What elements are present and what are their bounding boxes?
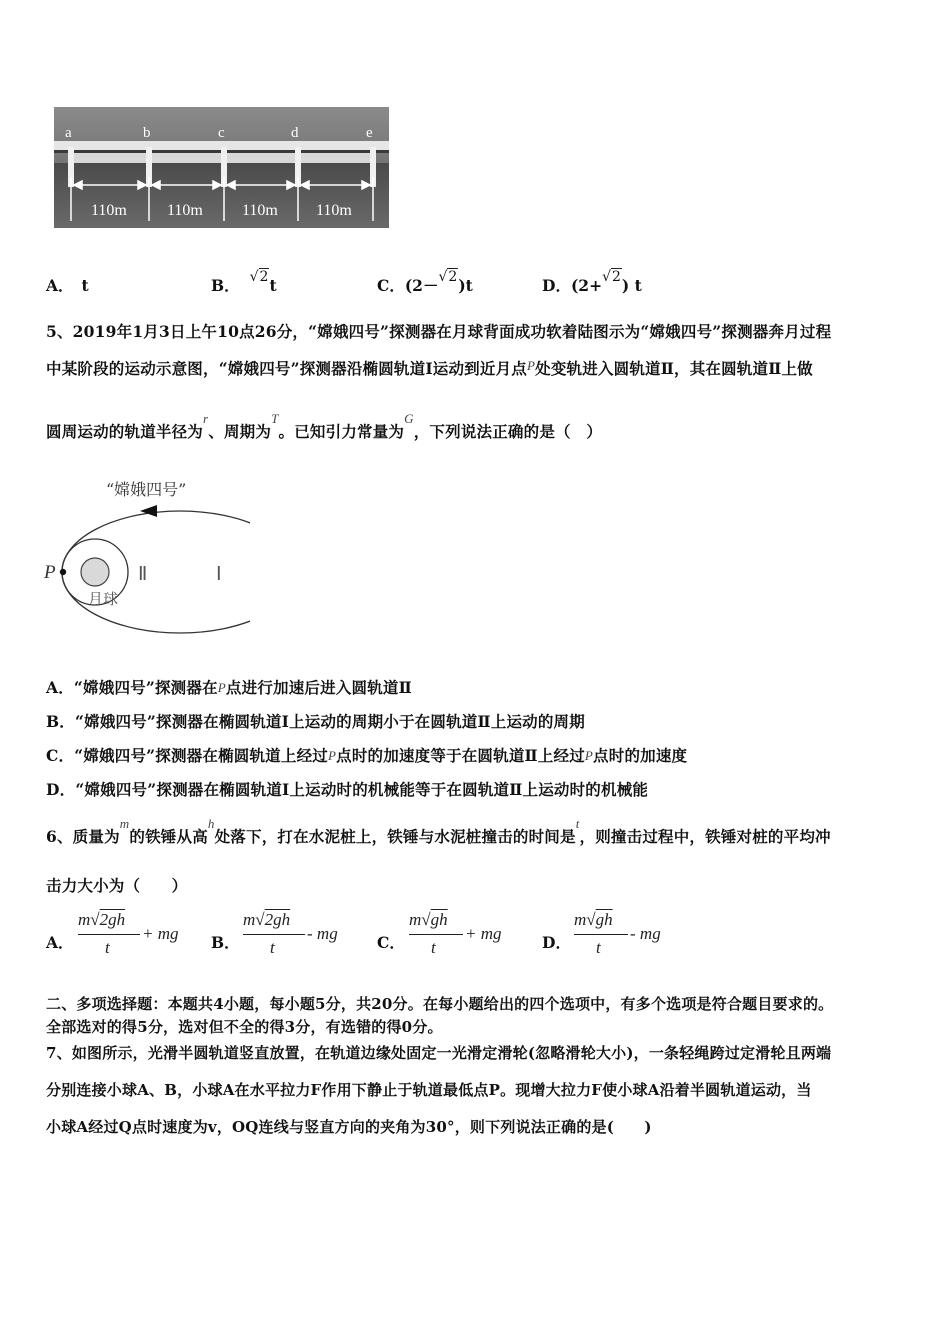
point-p-label: P <box>44 562 56 583</box>
section-2-heading: 二、多项选择题：本题共4小题，每小题5分，共20分。在每小题给出的四个选项中，有多个选项是符合题目要求的。 <box>46 995 834 1013</box>
bridge-point-e: e <box>366 125 373 141</box>
q5-line-2: 中某阶段的运动示意图，“嫦娥四号”探测器沿椭圆轨道Ⅰ运动到近月点$^P$处变轨进入圆轨道Ⅱ，其在圆轨道Ⅱ上做 <box>46 358 813 378</box>
q5-option-a[interactable]: A．“嫦娥四号”探测器在P点进行加速后进入圆轨道Ⅱ <box>46 678 412 697</box>
var-r: r <box>203 411 209 426</box>
q7-line-1: 7、如图所示，光滑半圆轨道竖直放置，在轨道边缘处固定一光滑定滑轮(忽略滑轮大小)，一条轻绳跨过定滑轮且两端 <box>46 1044 832 1062</box>
bridge-point-b: b <box>143 125 151 141</box>
moon-label: 月球 <box>88 590 119 608</box>
q6-option-a-letter[interactable]: A． <box>46 933 74 952</box>
q5-option-c[interactable]: C．“嫦娥四号”探测器在椭圆轨道上经过P点时的加速度等于在圆轨道Ⅱ上经过P点时的加速度 <box>46 746 688 765</box>
probe-icon <box>140 505 157 517</box>
q6-option-c-letter[interactable]: C． <box>377 933 405 952</box>
q6-option-d-letter[interactable]: D． <box>542 933 571 952</box>
bridge-point-a: a <box>65 125 72 141</box>
bridge-figure <box>54 107 389 228</box>
q5-option-b[interactable]: B．“嫦娥四号”探测器在椭圆轨道Ⅰ上运动的周期小于在圆轨道Ⅱ上运动的周期 <box>46 712 585 731</box>
section-2-scoring: 全部选对的得5分，选对但不全的得3分，有选错的得0分。 <box>46 1018 443 1036</box>
q6-line-1: 6、质量为$^m$的铁锤从高$^h$处落下，打在水泥桩上，铁锤与水泥桩撞击的时间是$^t$，则撞击过程中，铁锤对桩的平均冲 <box>46 816 831 846</box>
q5-line-1: 5、2019年1月3日上午10点26分，“嫦娥四号”探测器在月球背面成功软着陆图示为“嫦娥四号”探测器奔月过程 <box>46 322 832 341</box>
var-p: P <box>526 358 536 373</box>
var-t: t <box>575 816 580 831</box>
orbit-1-label: Ⅰ <box>216 564 222 585</box>
q5-option-d[interactable]: D．“嫦娥四号”探测器在椭圆轨道Ⅰ上运动时的机械能等于在圆轨道Ⅱ上运动时的机械能 <box>46 780 649 799</box>
q7-line-3: 小球A经过Q点时速度为v，OQ连线与竖直方向的夹角为30°，则下列说法正确的是( ) <box>46 1118 652 1136</box>
span-label-2: 110m <box>167 202 203 219</box>
bridge-diagram <box>54 107 389 228</box>
q6-option-b-letter[interactable]: B． <box>211 933 240 952</box>
q5-line-3: 圆周运动的轨道半径为$^r$、周期为$^T$。已知引力常量为$^G$，下列说法正确的是（ ） <box>46 411 603 441</box>
moon <box>81 558 109 586</box>
sqrt-expression: √2 <box>249 269 269 285</box>
q4-option-c[interactable]: C．(2－√2)t <box>377 269 473 295</box>
q6-line-2: 击力大小为（ ） <box>46 876 188 895</box>
sqrt-expression: √2 <box>438 269 458 285</box>
bridge-point-d: d <box>291 125 299 141</box>
bridge-point-c: c <box>218 125 225 141</box>
sqrt-expression: √2 <box>602 269 621 285</box>
q7-line-2: 分别连接小球A、B，小球A在水平拉力F作用下静止于轨道最低点P。现增大拉力F使小球A沿着半圆轨道运动，当 <box>46 1081 812 1099</box>
var-m: m <box>119 816 130 831</box>
span-label-4: 110m <box>316 202 352 219</box>
orbit-2-label: Ⅱ <box>138 564 148 585</box>
var-G: G <box>404 411 414 426</box>
var-h: h <box>207 816 215 831</box>
q4-option-d[interactable]: D．(2+√2) t <box>542 269 642 295</box>
var-T: T <box>271 411 279 426</box>
q4-option-a[interactable]: A． t <box>46 276 89 295</box>
q4-option-b[interactable]: B． √2t <box>211 269 277 295</box>
point-p-dot <box>60 569 66 575</box>
span-label-1: 110m <box>91 202 127 219</box>
probe-label: “嫦娥四号” <box>106 480 187 499</box>
orbit-diagram <box>40 470 250 640</box>
span-label-3: 110m <box>242 202 278 219</box>
